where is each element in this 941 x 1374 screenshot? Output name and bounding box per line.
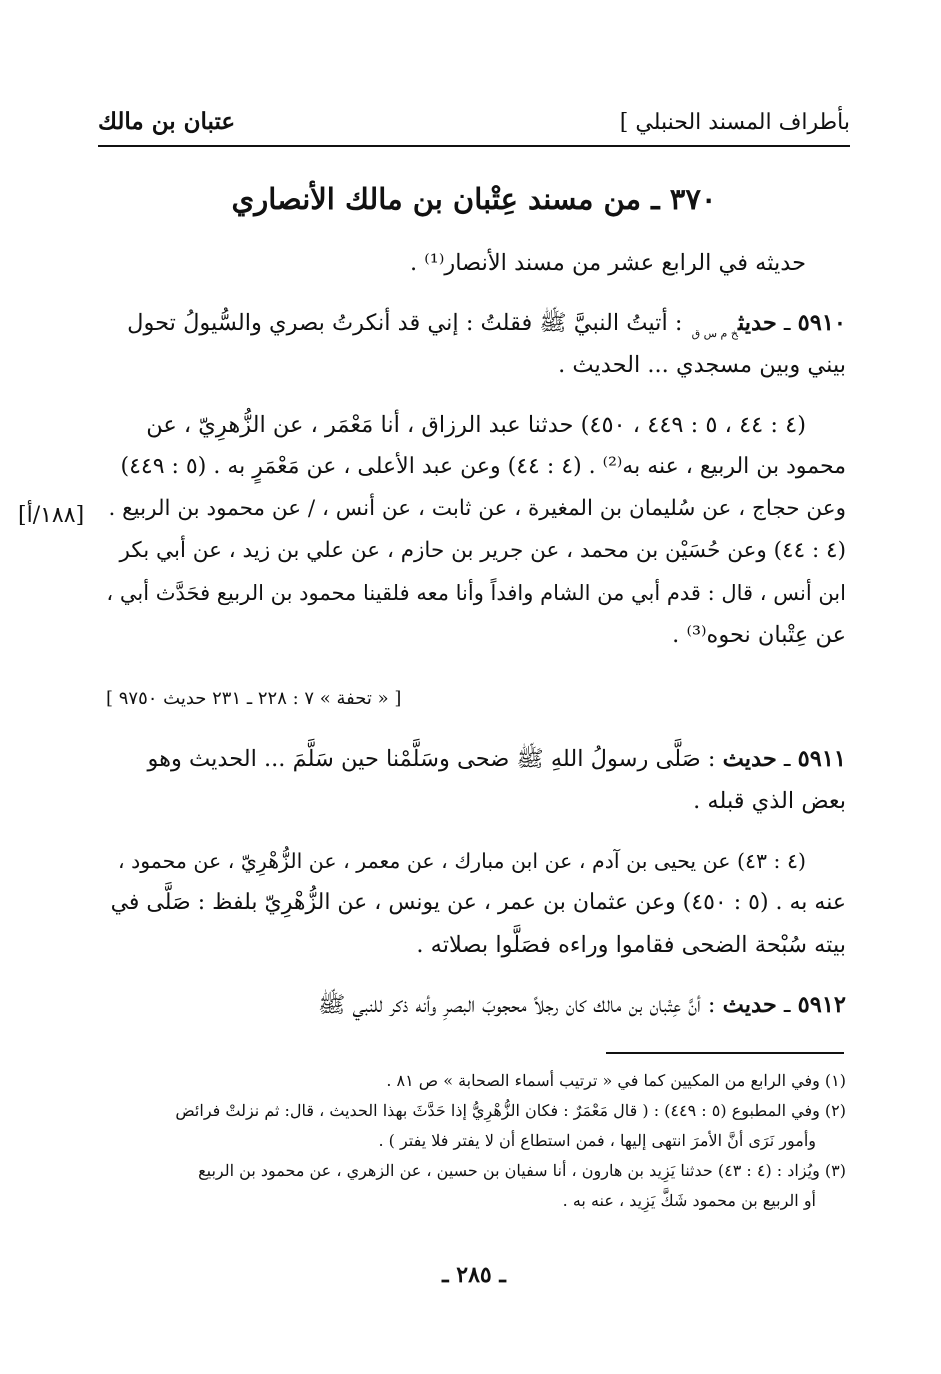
chain-line: عنه به . (٥ : ٤٥٠) وعن عثمان بن عمر ، عن يونس ، عن الزُّهْرِيّ بلفظ : صَلَّى في — [110, 890, 846, 915]
running-header — [98, 108, 850, 144]
hadith-line: بعض الذي قبله . — [693, 788, 846, 814]
hadith-line: ٥٩١١ ـ حديث : صَلَّى رسولُ اللهِ ﷺ ضحى وسَلَّمْنا حين سَلَّمَ ... الحديث وهو — [147, 746, 846, 772]
folio-marginal-note: [١٨٨/أ] — [18, 503, 85, 528]
footnote-1: (١) وفي الرابع من المكيين كما في « ترتيب أسماء الصحابة » ص ٨١ . — [386, 1071, 846, 1090]
footnote-3-continued: أو الربيع بن محمود شَكَّ يَزِيد ، عنه به . — [562, 1191, 816, 1210]
chain-line: ابن أنس ، قال : قدم أبي من الشام وافداً وأنا معه فلقينا محمود بن الربيع فحَدَّث أبي ، — [106, 581, 846, 605]
page-number: ـ ٢٨٥ ـ — [442, 1262, 506, 1288]
tuhfa-reference: [ « تحفة » ٧ : ٢٢٨ ـ ٢٣١ حديث ٩٧٥٠ ] — [106, 688, 402, 709]
header-divider — [98, 145, 850, 147]
chain-5911 — [106, 840, 846, 966]
footnote-2-continued: وأمور نَرَى أنَّ الأمرَ انتهى إليها ، فمن استطاع أن لا يفتر فلا يفتر ) . — [378, 1131, 816, 1150]
chapter-title: ٣٧٠ ـ من مسند عِتْبان بن مالك الأنصاري — [231, 182, 717, 216]
chain-line: محمود بن الربيع ، عنه به⁽²⁾ . (٤ : ٤٤) وعن عبد الأعلى ، عن مَعْمَرٍ به . (٥ : ٤٤٩) — [120, 454, 846, 479]
intro-line: حديثه في الرابع عشر من مسند الأنصار⁽¹⁾ . — [409, 250, 806, 276]
hadith-keyword: حديث — [722, 992, 777, 1018]
chain-line: (٤ : ٤٣) عن يحيى بن آدم ، عن ابن مبارك ، عن معمر ، عن الزُّهْرِيّ ، عن محمود ، — [117, 849, 806, 873]
chain-line: وعن حجاج ، عن سُليمان بن المغيرة ، عن ثابت ، عن أنس ، / عن محمود بن الربيع . — [108, 496, 846, 521]
hadith-number: ٥٩١١ — [797, 746, 846, 772]
hadith-keyword: حديث — [737, 310, 777, 336]
footnote-divider — [606, 1052, 844, 1054]
hadith-5911 — [106, 738, 846, 822]
hadith-number: ٥٩١٠ — [797, 310, 846, 336]
chain-line: (٤ : ٤٤ ، ٥ : ٤٤٩ ، ٤٥٠) حدثنا عبد الرزاق ، أنا مَعْمَر ، عن الزُّهرِيّ ، عن — [146, 412, 806, 438]
hadith-number: ٥٩١٢ — [797, 992, 846, 1018]
intro-paragraph — [106, 242, 846, 284]
chain-5910 — [106, 404, 846, 656]
hadith-5912 — [106, 984, 846, 1026]
hadith-text: : صَلَّى رسولُ اللهِ ﷺ ضحى وسَلَّمْنا حين سَلَّمَ ... الحديث وهو — [147, 746, 716, 772]
footnote-3: (٣) ويُزاد : (٤ : ٤٣) حدثنا يَزِيد بن هارون ، أنا سفيان بن حسين ، عن الزهري ، عن محمود بن الربيع — [198, 1161, 846, 1180]
hadith-line: ٥٩١٢ ـ حديث : أنَّ عِتْبان بن مالك كان رجلاً محجوبَ البصرِ وأنه ذكر للنبي ﷺ — [318, 992, 846, 1018]
chain-line: بيته سُبْحة الضحى فقاموا وراءه فصَلَّوا بصلاته . — [416, 932, 846, 958]
source-symbols: خ م س ق — [691, 327, 738, 340]
hadith-line: بيني وبين مسجدي ... الحديث . — [558, 352, 846, 378]
chain-line: (٤ : ٤٤) وعن حُسَيْن بن محمد ، عن جرير بن حازم ، عن علي بن زيد ، عن أبي بكر — [119, 538, 846, 563]
book-title: بأطراف المسند الحنبلي ] — [619, 110, 850, 135]
hadith-text: : أتيتُ النبيَّ ﷺ فقلتُ : إني قد أنكرتُ بصري والسُّيولُ تحول — [127, 310, 683, 336]
hadith-5910 — [106, 302, 846, 386]
hadith-keyword: حديث — [722, 746, 777, 772]
section-title: عتبان بن مالك — [98, 108, 236, 135]
footnotes — [106, 1066, 846, 1216]
hadith-text: : أنَّ عِتْبان بن مالك كان رجلاً محجوبَ البصرِ وأنه ذكر للنبي ﷺ — [318, 992, 716, 1018]
footnote-2: (٢) وفي المطبوع (٥ : ٤٤٩) : ( قال مَعْمَرٌ : فكان الزُّهْرِيُّ إذا حَدَّثَ بهذا الحديث ، قال: ثم نزلتْ فرائض — [175, 1101, 846, 1120]
hadith-line: ٥٩١٠ ـ حديث$_{خ م س ق}$ : أتيتُ النبيَّ ﷺ فقلتُ : إني قد أنكرتُ بصري والسُّيولُ تحول — [127, 310, 846, 340]
chain-line: عن عِتْبان نحوه⁽³⁾ . — [672, 622, 846, 648]
